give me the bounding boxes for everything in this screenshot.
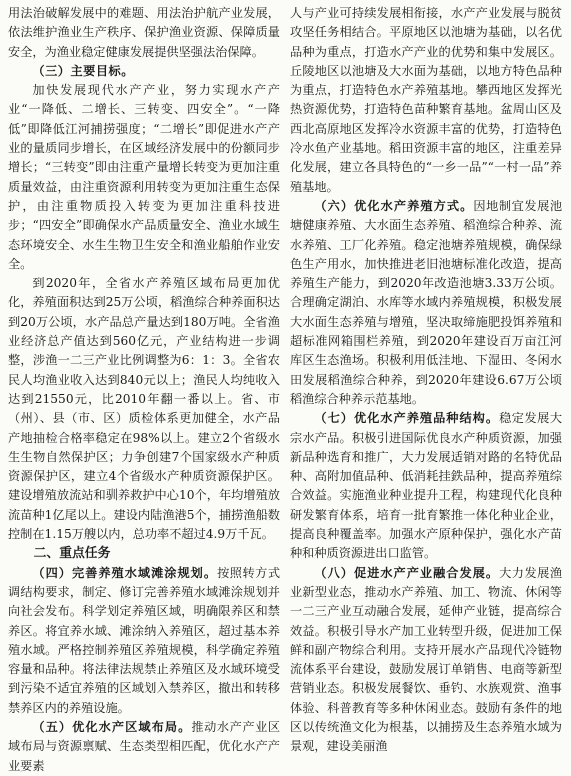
paragraph-task-7 xyxy=(290,409,562,563)
right-column xyxy=(290,4,563,754)
paragraph-task-6 xyxy=(290,197,562,409)
section-heading-key-tasks: 二、重点任务 xyxy=(33,546,111,562)
task-7-body: 稳定发展大宗水产品。积极引进国际优良水产种质资源，加强新品种选育和推广，大力发展适销对路的名特优品种、高附加值品种、低消耗挂鉄品种，提高养殖综合效益。实施渔业种业提升工程，构建现代化良种研发繁育体系，培育一批育繁推一体化种业企业，提高良种覆盖率。加强水产原种保护，强化水产苗种和种质资源进出口监管。 xyxy=(290,411,563,561)
task-6-body: 因地制宜发展池塘健康养殖、大水面生态养殖、稻渔综合种养、流水养殖、工厂化养殖。稳定池塘养殖规模，确保绿色生产用水，加快推进老旧池塘标准化改造，提高养殖生产能力，到2020年改造池塘3.33万公顷。合理确定湖泊、水库等水域内养殖规模，积极发展大水面生态养殖与增殖，坚决取缔施肥投饵养殖和超标准网箱围栏养殖，到2020年建设百万亩江河库区生态渔场。积极利用低洼地、下湿田、冬闲水田发展稻渔综合种养，到2020年建设6.67万公顷稻渔综合种养示范基地。 xyxy=(290,198,563,406)
heading-main-goals xyxy=(8,62,280,81)
task-5-heading: （五）优化水产区域布局。 xyxy=(32,719,192,734)
paragraph-goals: 加快发展现代水产产业，努力实现水产产业“一降低、二增长、三转变、四安全”。“一降低”即降低江河捕捞强度；“二增长”即促进水产产业的量质同步增长，在区域经济发展中的份额同步增长；“三转变”即由注重产量增长转变为更加注重质量效益，由注重资源利用转变为更加注重生态保护，由注重物质投入转变为更加注重科技进步；“四安全”即确保水产品质量安全、渔业水域生态环境安全、水生生物卫生安全和渔业船舶作业安全。 xyxy=(8,83,280,271)
paragraph-2020-targets: 到2020年，全省水产养殖区域布局更加优化，养殖面积达到25万公顷，稻渔综合种养面积达到20万公顷，水产品总产量达到180万吨。全省渔业经济总产值达到560亿元，产业结构进一步调整，涉渔一二三产业比例调整为6：1：3。全省农民人均渔业收入达到840元以上；渔民人均纯收入达到21550元，比2010年翻一番以上。省、市（州）、县（市、区）质检体系更加健全，水产品产地抽检合格率稳定在98%以上。建立2个省级水生生物自然保护区；力争创建7个国家级水产种质资源保护区，建立4个省级水产种质资源保护区。建设增殖放流站和驯养救护中心10个，年均增殖放流苗种1亿尾以上。建设内陆渔港5个，捕捞渔船数控制在1.15万艘以内，总功率不超过4.9万千瓦。 xyxy=(8,276,280,542)
paragraph-task-5 xyxy=(8,718,280,776)
paragraph-rule-of-law: 用法治破解发展中的难题、用法治护航产业发展，依法维护渔业生产秩序、保护渔业资源、保障质量安全，为渔业稳定健康发展提供坚强法治保障。 xyxy=(8,6,280,59)
task-8-body: 大力发展渔业新型业态，推动水产养殖、加工、物流、休闲等一二三产业互动融合发展，延伸产业链，提高综合效益。积极引导水产加工业转型升级，促进加工保鲜和副产物综合利用。支持开展水产品现代冷链物流体系平台建设，鼓励发展订单销售、电商等新型营销业态。积极发展餐饮、垂钓、水族观赏、渔事体验、科普教育等多种休闲业态。鼓励有条件的地区以传统渔文化为根基，以捕捞及生态养殖水域为景观，建设美丽渔 xyxy=(290,565,563,754)
task-5-body: 推动水产产业区域布局与资源禀赋、生态类型相匹配，优化水产产业要素 xyxy=(8,719,281,773)
task-4-heading: （四）完善养殖水域滩涂规划。 xyxy=(32,565,218,580)
paragraph-regional-layout: 人与产业可持续发展相衔接，水产产业发展与脱贫攻坚任务相结合。平原地区以池塘为基础，以名优品种为重点，打造水产产业的优势和集中发展区。丘陵地区以池塘及大水面为基础，以地方特色品种为重点，打造特色水产养殖基地。攀西地区发挥光热资源优势，打造特色苗种繁育基地。盆周山区及西北高原地区发挥冷水资源丰富的优势，打造特色冷水鱼产业基地。稻田资源丰富的地区，注重差异化发展，建立各具特色的“一乡一品”“一村一品”养殖基地。 xyxy=(290,6,562,194)
goals-heading: （三）主要目标。 xyxy=(32,63,134,78)
task-4-body: 按照转方式调结构要求，制定、修订完善养殖水域滩涂规划并向社会发布。科学划定养殖区域，明确限养区和禁养区。将宜养水域、滩涂纳入养殖区，超过基本养殖水域。严格控制养殖区养殖规模，科学确定养殖容量和品种。将法律法规禁止养殖区及水域环境受到污染不适宜养殖的区域划入禁养区，撤出和转移禁养区内的养殖设施。 xyxy=(8,565,281,715)
left-column xyxy=(8,4,281,773)
paragraph-task-4 xyxy=(8,564,280,718)
paragraph-task-8 xyxy=(290,564,562,757)
task-8-heading: （八）促进水产产业融合发展。 xyxy=(314,565,500,580)
task-7-heading: （七）优化水产养殖品种结构。 xyxy=(314,411,500,426)
task-6-heading: （六）优化水产养殖方式。 xyxy=(314,198,474,213)
